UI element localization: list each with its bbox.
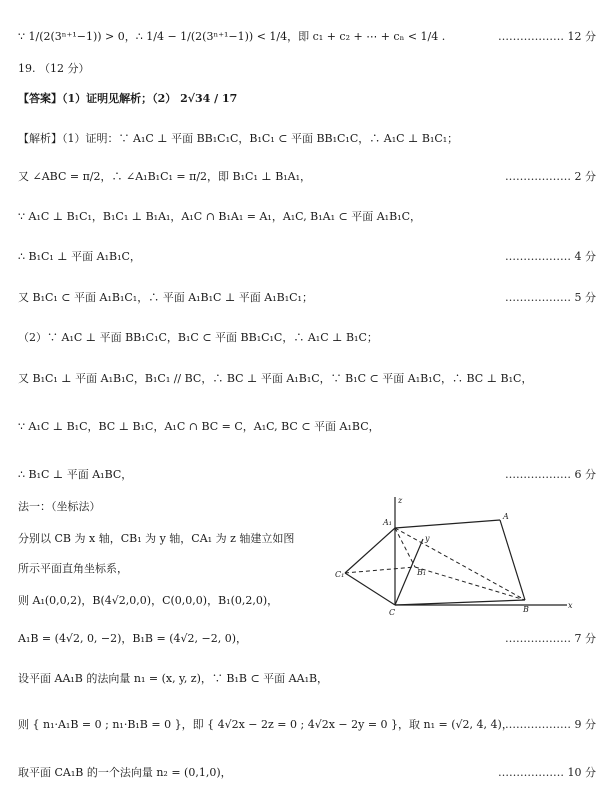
method-heading: 法一：（坐标法） bbox=[18, 500, 101, 513]
label-c: C bbox=[389, 608, 396, 615]
label-x: x bbox=[568, 601, 573, 610]
label-a: A bbox=[503, 512, 509, 521]
score-mark: ……………… 2 分 bbox=[505, 170, 596, 183]
label-y: y bbox=[425, 534, 430, 543]
score-mark: ……………… 6 分 bbox=[505, 468, 596, 481]
edge-a1-a bbox=[395, 520, 500, 528]
edge-a1-c1 bbox=[345, 528, 395, 573]
text-line: 所示平面直角坐标系， bbox=[18, 562, 128, 575]
text-line: 又 B₁C₁ ⊥ 平面 A₁B₁C，B₁C₁ // BC，∴ BC ⊥ 平面 A₁B₁C，∵ B₁C ⊂ 平面 A₁B₁C，∴ BC ⊥ B₁C， bbox=[18, 372, 533, 385]
text-line: A₁B = (4√2, 0, −2)，B₁B = (4√2, −2, 0)， bbox=[18, 632, 248, 645]
label-z: z bbox=[398, 496, 403, 505]
score-mark: ……………… 5 分 bbox=[505, 291, 596, 304]
analysis-line: 【解析】（1）证明：∵ A₁C ⊥ 平面 BB₁C₁C，B₁C₁ ⊂ 平面 BB₁C₁C，∴ A₁C ⊥ B₁C₁； bbox=[18, 132, 459, 145]
question-number: 19. （12 分） bbox=[18, 62, 90, 75]
text-line: ∵ A₁C ⊥ B₁C₁，B₁C₁ ⊥ B₁A₁，A₁C ∩ B₁A₁ = A₁，A₁C, B₁A₁ ⊂ 平面 A₁B₁C， bbox=[18, 210, 422, 223]
text-line: ∵ 1/(2(3ⁿ⁺¹−1)) > 0，∴ 1/4 − 1/(2(3ⁿ⁺¹−1)) < 1/4，即 c₁ + c₂ + ⋯ + cₙ < 1/4 . bbox=[18, 30, 446, 43]
text-line: ∵ A₁C ⊥ B₁C，BC ⊥ B₁C，A₁C ∩ BC = C，A₁C, BC ⊂ 平面 A₁BC， bbox=[18, 420, 380, 433]
score-mark: ……………… 12 分 bbox=[498, 30, 596, 43]
label-a1: A₁ bbox=[383, 518, 392, 527]
text-line: （2）∵ A₁C ⊥ 平面 BB₁C₁C，B₁C ⊂ 平面 BB₁C₁C，∴ A₁C ⊥ B₁C； bbox=[18, 331, 378, 344]
edge-c1-c bbox=[345, 573, 395, 605]
text-line: ∴ B₁C ⊥ 平面 A₁BC， bbox=[18, 468, 133, 481]
score-mark: ……………… 4 分 bbox=[505, 250, 596, 263]
score-mark: ……………… 9 分 bbox=[505, 718, 596, 731]
answer-line: 【答案】（1）证明见解析；（2） 2√34 / 17 bbox=[18, 92, 238, 105]
label-b1: B₁ bbox=[417, 568, 427, 577]
dashed-c1-b1 bbox=[345, 567, 415, 573]
edge-c-b bbox=[395, 600, 525, 605]
dashed-b1-b bbox=[415, 567, 525, 600]
text-line: 分别以 CB 为 x 轴，CB₁ 为 y 轴，CA₁ 为 z 轴建立如图 bbox=[18, 532, 295, 545]
text-line: 又 ∠ABC = π/2，∴ ∠A₁B₁C₁ = π/2，即 B₁C₁ ⊥ B₁A₁， bbox=[18, 170, 312, 183]
score-mark: ……………… 7 分 bbox=[505, 632, 596, 645]
text-line: 取平面 CA₁B 的一个法向量 n₂ = (0,1,0)， bbox=[18, 766, 232, 779]
text-line: 则 A₁(0,0,2)，B(4√2,0,0)，C(0,0,0)，B₁(0,2,0)， bbox=[18, 594, 279, 607]
label-b: B bbox=[523, 605, 529, 614]
score-mark: ……………… 10 分 bbox=[498, 766, 596, 779]
edge-a-b bbox=[500, 520, 525, 600]
text-line: ∴ B₁C₁ ⊥ 平面 A₁B₁C， bbox=[18, 250, 141, 263]
dashed-a1-b1 bbox=[395, 528, 415, 567]
prism-diagram bbox=[335, 495, 575, 615]
text-line: 又 B₁C₁ ⊂ 平面 A₁B₁C₁，∴ 平面 A₁B₁C ⊥ 平面 A₁B₁C₁； bbox=[18, 291, 313, 304]
text-line: 设平面 AA₁B 的法向量 n₁ = (x, y, z)，∵ B₁B ⊂ 平面 AA₁B， bbox=[18, 672, 329, 685]
text-line: 则 { n₁·A₁B = 0 ; n₁·B₁B = 0 }，即 { 4√2x − 2z = 0 ; 4√2x − 2y = 0 }，取 n₁ = (√2, 4, 4)， bbox=[18, 718, 513, 731]
label-c1: C₁ bbox=[335, 570, 345, 579]
